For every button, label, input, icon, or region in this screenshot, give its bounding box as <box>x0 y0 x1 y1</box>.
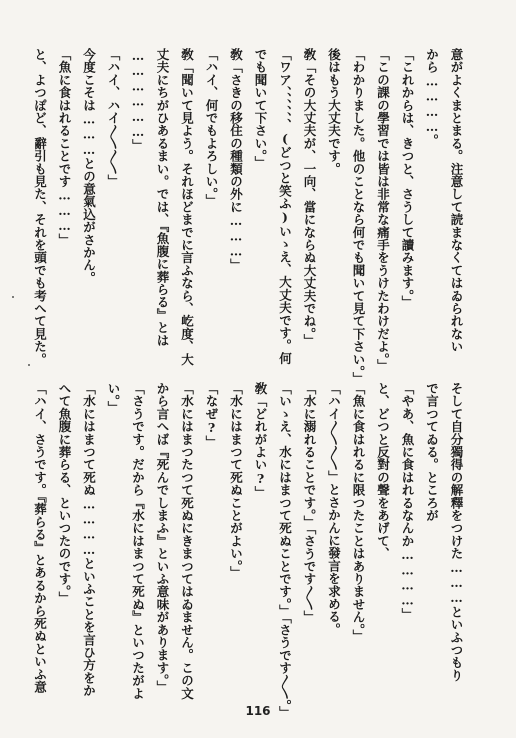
upper-line: 「ハイ、ハイ〳〵〳〵」 <box>106 48 121 188</box>
upper-line: と、よつぽど、辭引も見た、それを頭でも考へて見た。 <box>32 48 48 366</box>
lower-line: そして自分獨得の解釋をつけた………といふつもり <box>449 382 464 682</box>
lower-line: へて魚腹に葬らる、といつたのです。」 <box>57 382 72 605</box>
ink-speck <box>28 364 30 366</box>
upper-line: ………………」 <box>130 48 146 152</box>
lower-line: 「水にはまつて死ぬことがよい。」 <box>228 382 244 579</box>
upper-line: 「これからは、きつと、さうして讀みます。」 <box>400 48 415 309</box>
lower-line: と、どつと反對の聲をあげて、 <box>375 382 391 560</box>
lower-line: 「ハイ、さうです。『葬らる』とあるから死ぬといふ意 <box>32 382 48 694</box>
upper-line: 敎「その大丈夫が、一向、當にならぬ大丈夫でね。」 <box>302 48 317 347</box>
lower-line: 「水に溺れることです。」「さうです〳〵」 <box>302 382 317 624</box>
lower-line: 「いゝえ、水にはまつて死ぬことです。」「さうです〳〵。」 <box>277 382 293 719</box>
lower-line: 「さうです。だから『水にはまつて死ぬ』といつたがよ <box>130 382 146 700</box>
upper-line: から…………。 <box>424 48 440 147</box>
lower-line: から言へば『死んでしまふ』といふ意味があります。」 <box>155 382 170 694</box>
upper-line: 「魚に食はれることです………」 <box>57 48 72 246</box>
lower-line: 「なぜ?」 <box>204 382 219 448</box>
upper-line: 今度こそは………との意氣込がさかん。 <box>81 48 97 285</box>
upper-line: 「ワア、、、、、、(どつと笑ふ)いゝえ、大丈夫です。何 <box>277 48 293 365</box>
lower-line: 「水にはまつて死ぬ…………といふことを言ひ方をか <box>81 382 97 697</box>
upper-line: 敎「聞いて見よう。それほどまでに言ふなら、屹度、大 <box>179 48 195 366</box>
lower-line: 「魚に食はれるに限つたことはありません。」 <box>351 382 366 643</box>
upper-line: 後はもう大丈夫です。 <box>326 48 342 175</box>
upper-line: でも聞いて下さい。」 <box>253 48 268 169</box>
lower-line: 「やあ、魚に食はれるなんか…………」 <box>400 382 415 621</box>
upper-line: 「わかりました。他のことなら何でも聞いて見て下さい。」 <box>351 48 366 385</box>
upper-text-block <box>27 48 468 385</box>
upper-line: 敎「さきの移住の種類の外に………」 <box>228 48 244 272</box>
upper-line: 意がよくまとまる。注意して読まなくてはゐられない <box>449 48 464 353</box>
upper-line: 丈夫にちがひあるまい。では、『魚腹に葬らる』とは <box>155 48 170 347</box>
lower-line: 敎「どれがよい?」 <box>253 382 268 499</box>
lower-line: 「ハイ〳〵〳〵」とさかんに發言を求める。 <box>326 382 342 636</box>
lower-line: 「水にはまつたつて死ぬにきまつてはゐません。この文 <box>179 382 195 700</box>
upper-line: 「この課の學習では皆は非常な痛手をうけたわけだよ。」 <box>375 48 391 372</box>
ink-speck <box>12 296 14 298</box>
lower-line: い。」 <box>106 382 121 414</box>
lower-line: で言つてゐる。ところが <box>424 382 440 522</box>
page-number: 116 <box>245 704 271 718</box>
upper-line: 「ハイ、何でもよろしい。」 <box>204 48 219 207</box>
